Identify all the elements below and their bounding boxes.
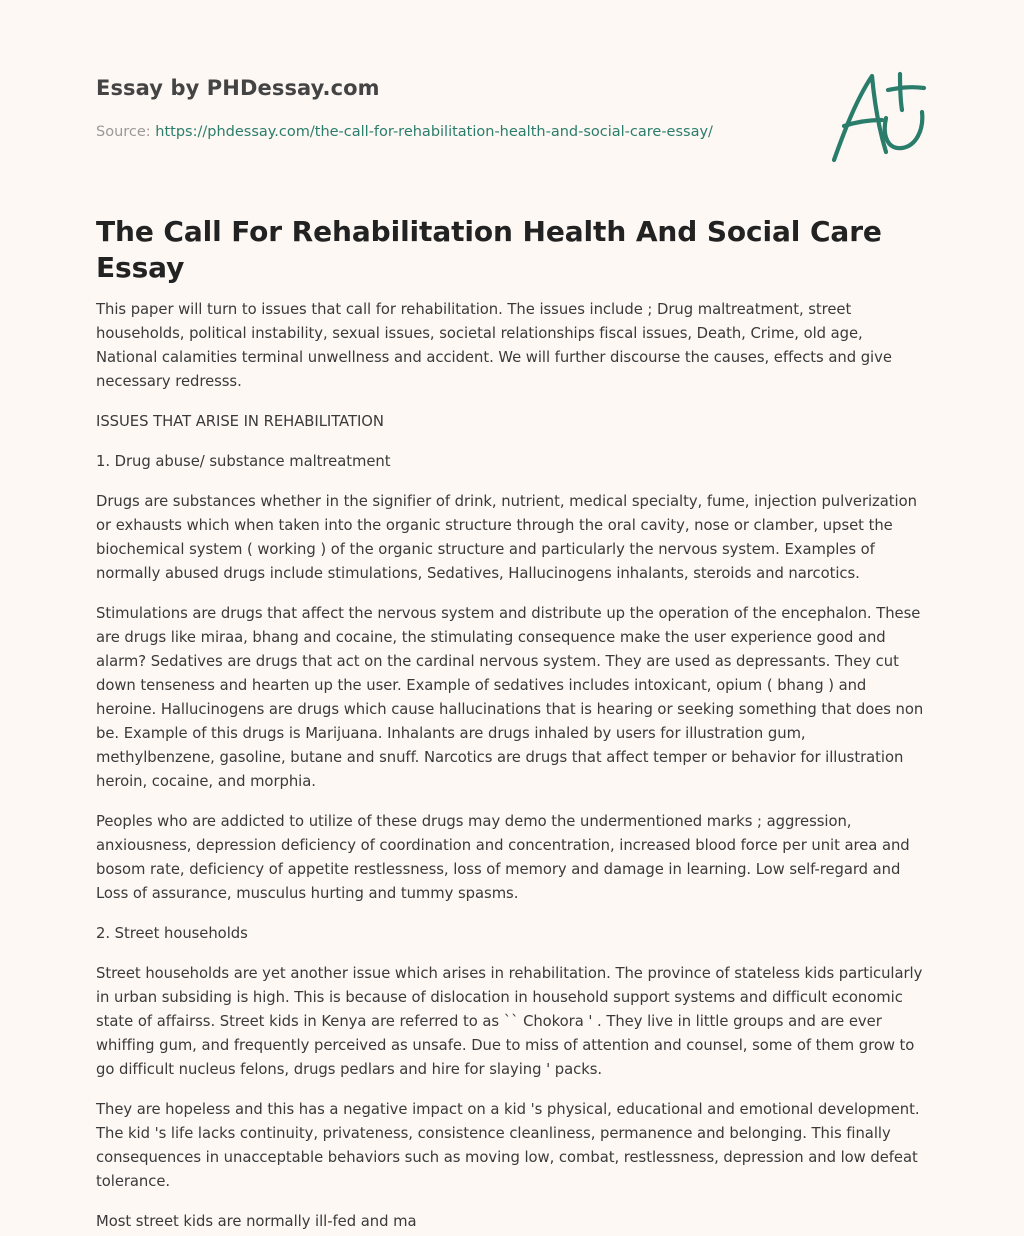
a-plus-logo-icon [826,68,930,166]
paragraph: They are hopeless and this has a negative impact on a kid 's physical, educational and emotional development. The kid 's life lacks continuity, privateness, consistence cleanliness, permanence and belonging. This finally consequences in unacceptable behaviors such as moving low, combat, restlessness, depression and low defeat tolerance. [96,1101,920,1190]
page-header [96,0,928,214]
brand-title: Essay by PHDessay.com [96,76,380,100]
source-line [96,124,713,140]
paragraph: Street households are yet another issue which arises in rehabilitation. The province of stateless kids particularly in urban subsiding is high. This is because of dislocation in household support systems and difficult economic state of affairss. Street kids in Kenya are referred to as `` Chokora ' . They live in little groups and are ever whiffing gum, and frequently perceived as unsafe. Due to miss of attention and counsel, some of them grow to go difficult nucleus felons, drugs pedlars and hire for slaying ' packs. [96,965,923,1078]
subheading: 2. Street households [96,925,248,942]
paragraph: Most street kids are normally ill-fed and ma [96,1213,417,1230]
paragraph: Drugs are substances whether in the signifier of drink, nutrient, medical specialty, fume, injection pulverization or exhausts which when taken into the organic structure through the oral cavity, nose or clamber, upset the biochemical system ( working ) of the organic structure and particularly the nervous system. Examples of normally abused drugs include stimulations, Sedatives, Hallucinogens inhalants, steroids and narcotics. [96,493,917,582]
subheading: 1. Drug abuse/ substance maltreatment [96,453,391,470]
paragraph: This paper will turn to issues that call for rehabilitation. The issues include ; Drug maltreatment, street households, political instability, sexual issues, societal relationships fiscal issues, Death, Crime, old age, National calamities terminal unwellness and accident. We will further discourse the causes, effects and give necessary redresss. [96,301,892,390]
essay-body [96,298,928,1234]
section-heading: ISSUES THAT ARISE IN REHABILITATION [96,413,384,430]
source-label: Source: [96,124,151,140]
paragraph: Stimulations are drugs that affect the nervous system and distribute up the operation of the encephalon. These are drugs like miraa, bhang and cocaine, the stimulating consequence make the user experience good and alarm? Sedatives are drugs that act on the cardinal nervous system. They are used as depressants. They cut down tenseness and hearten up the user. Example of sedatives includes intoxicant, opium ( bhang ) and heroine. Hallucinogens are drugs which cause hallucinations that is hearing or seeking something that does non be. Example of this drugs is Marijuana. Inhalants are drugs inhaled by users for illustration gum, methylbenzene, gasoline, butane and snuff. Narcotics are drugs that affect temper or behavior for illustration heroin, cocaine, and morphia. [96,605,924,790]
source-link[interactable]: https://phdessay.com/the-call-for-rehabilitation-health-and-social-care-essay/ [155,124,713,140]
paragraph: Peoples who are addicted to utilize of these drugs may demo the undermentioned marks ; aggression, anxiousness, depression deficiency of coordination and concentration, increased blood force per unit area and bosom rate, deficiency of appetite restlessness, loss of memory and damage in learning. Low self-regard and Loss of assurance, musculus hurting and tummy spasms. [96,813,910,902]
essay-title: The Call For Rehabilitation Health And Social Care Essay [96,215,882,284]
